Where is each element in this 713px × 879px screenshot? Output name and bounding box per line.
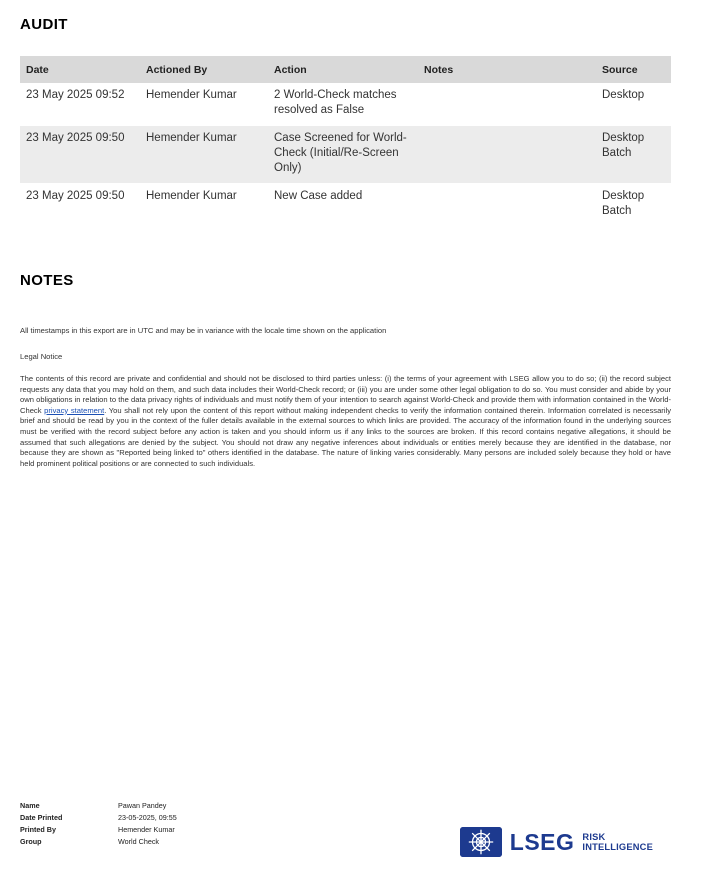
cell-action: Case Screened for World-Check (Initial/Re-Screen Only)	[268, 126, 418, 184]
footer-row-date-printed	[20, 813, 177, 825]
cell-date: 23 May 2025 09:50	[20, 126, 140, 184]
lseg-tagline	[582, 832, 653, 853]
table-header-row	[20, 56, 671, 83]
notes-section-title: NOTES	[20, 272, 74, 289]
cell-source: Desktop	[602, 89, 645, 101]
cell-actioned-by: Hemender Kumar	[140, 126, 268, 184]
audit-table-container	[20, 56, 693, 226]
utc-timestamp-note: All timestamps in this export are in UTC and may be in variance with the locale time shown on the application	[20, 326, 387, 335]
cell-notes	[418, 184, 596, 227]
footer-value-date-printed: 23-05-2025, 09:55	[118, 813, 177, 822]
table-row	[20, 184, 671, 227]
privacy-statement-link[interactable]: privacy statement	[44, 405, 105, 415]
column-header-actioned-by: Actioned By	[140, 56, 268, 83]
cell-notes	[418, 126, 596, 184]
column-header-source: Source	[596, 56, 671, 83]
cell-actioned-by: Hemender Kumar	[146, 89, 237, 101]
notes-section	[20, 272, 693, 469]
footer-row-name	[20, 801, 177, 813]
footer-row-group	[20, 837, 177, 849]
footer-label-name: Name	[20, 801, 40, 810]
page-footer	[20, 801, 693, 861]
cell-action: 2 World-Check matches resolved as False	[274, 89, 397, 116]
table-row	[20, 126, 671, 184]
footer-metadata-table	[20, 801, 177, 849]
footer-label-printed-by: Printed By	[20, 825, 56, 834]
lseg-logo-icon	[460, 827, 502, 857]
cell-source: Desktop Batch	[596, 126, 671, 184]
table-row	[20, 83, 671, 126]
cell-actioned-by: Hemender Kumar	[140, 184, 268, 227]
audit-table	[20, 56, 671, 226]
audit-section-title: AUDIT	[20, 16, 68, 33]
footer-row-printed-by	[20, 825, 177, 837]
cell-notes	[418, 83, 596, 126]
cell-date: 23 May 2025 09:52	[26, 89, 125, 101]
column-header-date: Date	[20, 56, 140, 83]
audit-table-header	[20, 56, 671, 83]
column-header-action: Action	[268, 56, 418, 83]
audit-table-body	[20, 83, 671, 226]
lseg-tagline-line2: INTELLIGENCE	[582, 842, 653, 852]
lseg-tagline-line1: RISK	[582, 831, 606, 842]
legal-notice-heading: Legal Notice	[20, 352, 63, 361]
lseg-wordmark: LSEG	[509, 828, 575, 855]
cell-action: New Case added	[268, 184, 418, 227]
footer-label-date-printed: Date Printed	[20, 813, 63, 822]
footer-value-printed-by: Hemender Kumar	[118, 825, 175, 834]
footer-label-group: Group	[20, 837, 42, 846]
legal-text-part2: . You shall not rely upon the content of this report without making independent checks to verify the information contained therein. Information correlated is necessarily brief and should be read by you in the context of the fuller details available in the external sources to which links are provided. The accuracy of the information found in the underlying sources must be verified with the record subject before any action is taken and you should inform us if any links to the sources are broken. If this record contains negative allegations, it should be assumed that such allegations are denied by the subject. You should not draw any negative inferences about individuals or entities merely because they are identified in the database, nor because they are shown as "Reported being linked to" others identified in the database. The nature of linking varies considerably. Many persons are included solely because they hold or have held prominent political positions or are connected to such individuals.	[20, 405, 671, 468]
lseg-brand-lockup	[460, 827, 653, 857]
footer-value-name: Pawan Pandey	[118, 801, 167, 810]
legal-notice-body	[20, 374, 671, 469]
legal-text-part1: The contents of this record are private and confidential and should not be disclosed to third parties unless: (i) the terms of your agreement with LSEG allow you to do so; (ii) the record subject requests any data that you may hold on them, and such data includes their World-Check record; or (iii) you are under some other legal obligation to do so. You must consider and abide by your own obligations in relation to the data privacy rights of individuals and must notify them of your intention to search against World-Check and provide them with information contained in the World-Check	[20, 374, 671, 415]
cell-date: 23 May 2025 09:50	[20, 184, 140, 227]
footer-value-group: World Check	[118, 837, 160, 846]
cell-source: Desktop Batch	[596, 184, 671, 227]
column-header-notes: Notes	[418, 56, 596, 83]
